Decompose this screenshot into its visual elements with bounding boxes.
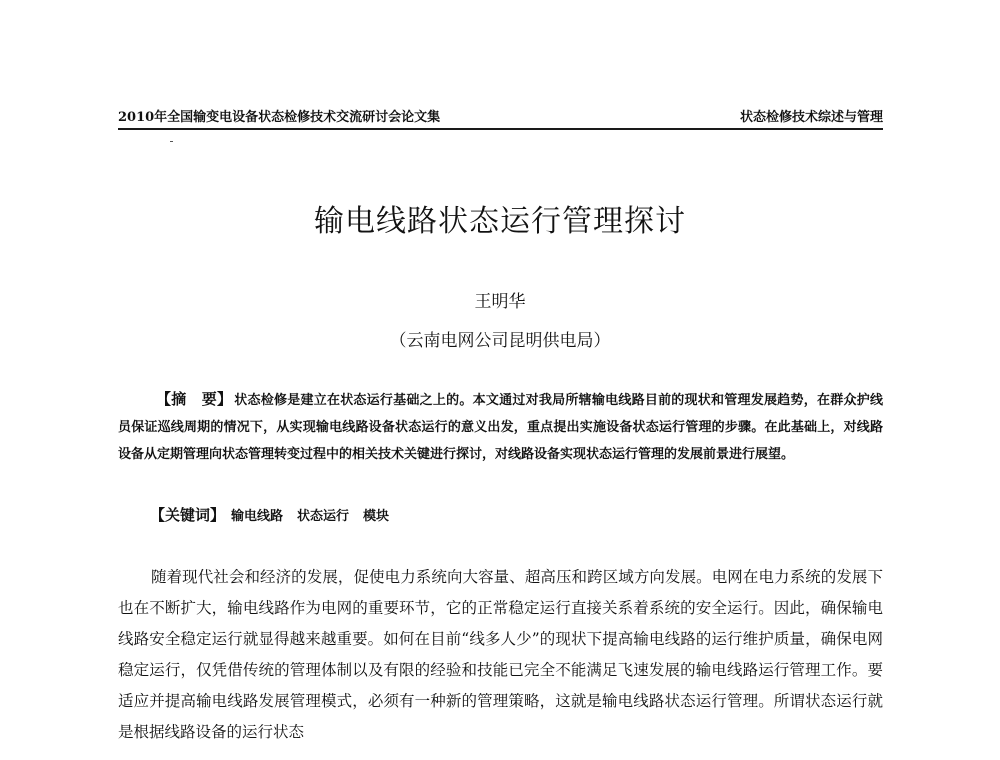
scan-speck xyxy=(170,141,173,142)
paper-title: 输电线路状态运行管理探讨 xyxy=(314,204,686,239)
body-paragraph: 随着现代社会和经济的发展，促使电力系统向大容量、超高压和跨区域方向发展。电网在电力系统的发展下也在不断扩大，输电线路作为电网的重要环节，它的正常稳定运行直接关系着系统的安全运行。因此，确保输电线路安全稳定运行就显得越来越重要。如何在目前“线多人少”的现状下提高输电线路的运行维护质量，确保电网稳定运行，仅凭借传统的管理体制以及有限的经验和技能已完全不能满足飞速发展的输电线路运行管理工作。要适应并提高输电线路发展管理模式，必须有一种新的管理策略，这就是输电线路状态运行管理。所谓状态运行就是根据线路设备的运行状态 xyxy=(118,568,883,741)
header-proceedings-title: 2010年全国输变电设备状态检修技术交流研讨会论文集 xyxy=(118,110,441,125)
abstract-label: 【摘 要】 xyxy=(156,390,233,408)
keyword-item: 输电线路 xyxy=(231,509,284,524)
keywords-label: 【关键词】 xyxy=(150,506,226,524)
keyword-item: 状态运行 xyxy=(297,509,350,524)
keywords xyxy=(150,504,397,525)
abstract-text: 状态检修是建立在状态运行基础之上的。本文通过对我局所辖输电线路目前的现状和管理发展趋势，在群众护线员保证巡线周期的情况下，从实现输电线路设备状态运行的意义出发，重点提出实施设备状态运行管理的步骤。在此基础上，对线路设备从定期管理向状态管理转变过程中的相关技术关键进行探讨，对线路设备实现状态运行管理的发展前景进行展望。 xyxy=(118,393,883,462)
header-section-title: 状态检修技术综述与管理 xyxy=(739,110,883,125)
author-affiliation: （云南电网公司昆明供电局） xyxy=(389,331,611,351)
author-name: 王明华 xyxy=(474,292,526,312)
abstract xyxy=(118,386,883,468)
keyword-item: 模块 xyxy=(363,509,390,524)
running-header xyxy=(118,100,883,130)
